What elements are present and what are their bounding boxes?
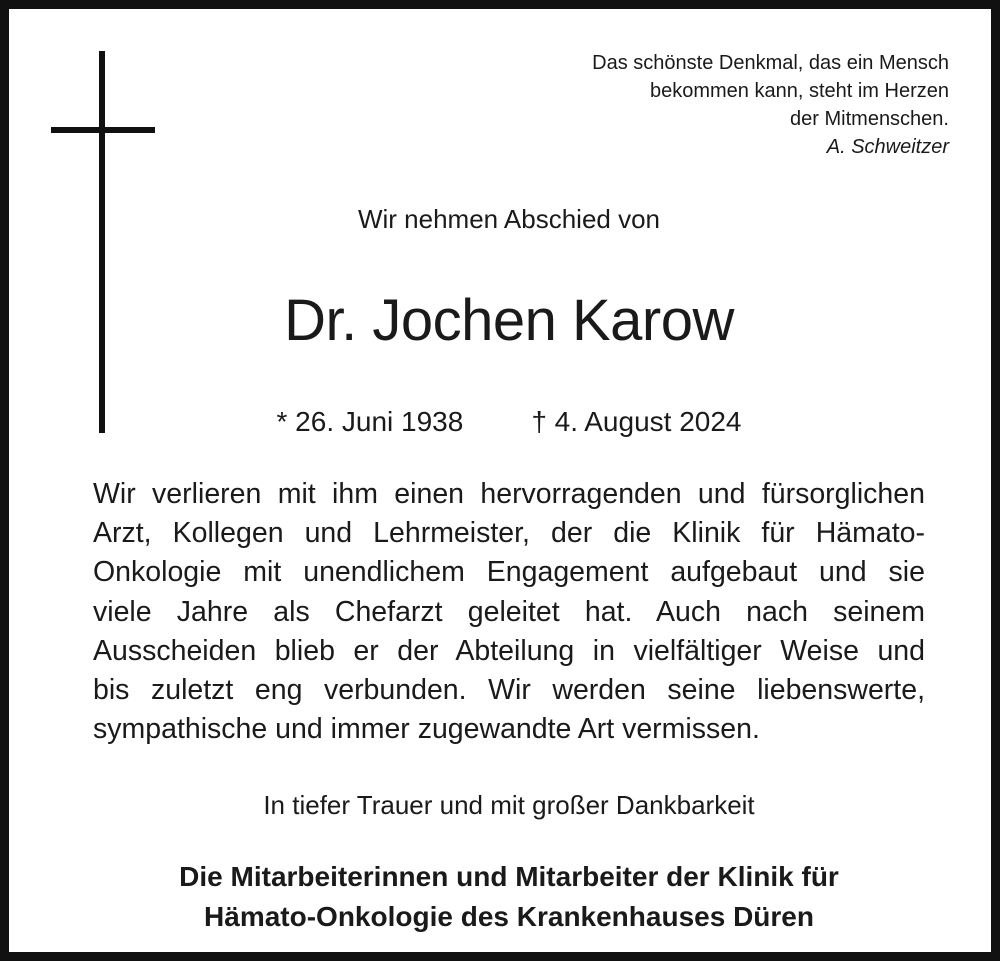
quote-author: A. Schweitzer [826, 136, 949, 158]
tribute-line: Arzt, Kollegen und Lehrmeister, der die Klinik für Hämato- [93, 517, 925, 550]
tribute-line: bis zuletzt eng verbunden. Wir werden seine liebenswerte, [93, 673, 925, 706]
quote-line: Das schönste Denkmal, das ein Mensch [592, 52, 949, 74]
quote-line: bekommen kann, steht im Herzen [649, 80, 949, 102]
tribute-line: Onkologie mit unendlichem Engagement aufgebaut und sie [93, 556, 925, 589]
tribute-line: viele Jahre als Chefarzt geleitet hat. Auch nach seinem [93, 595, 925, 628]
signature-block [9, 857, 1000, 937]
mourning-text: In tiefer Trauer und mit großer Dankbarkeit [263, 790, 755, 820]
deceased-name: Dr. Jochen Karow [284, 288, 734, 353]
tribute-line: Ausscheiden blieb er der Abteilung in vielfältiger Weise und [93, 634, 925, 667]
signature-line: Hämato-Onkologie des Krankenhauses Düren [204, 901, 814, 932]
death-date: † 4. August 2024 [531, 406, 742, 437]
intro-text: Wir nehmen Abschied von [357, 204, 661, 234]
tribute-line: sympathische und immer zugewandte Art vermissen. [93, 713, 760, 746]
tribute-line: Wir verlieren mit ihm einen hervorragenden und fürsorglichen [93, 478, 925, 510]
tribute-text [93, 475, 925, 749]
cross-icon-horizontal-bar [51, 127, 155, 133]
life-dates [9, 403, 1000, 441]
cross-icon-vertical-bar [99, 51, 105, 433]
quote-line: der Mitmenschen. [790, 108, 949, 130]
birth-date: * 26. Juni 1938 [276, 406, 464, 437]
signature-line: Die Mitarbeiterinnen und Mitarbeiter der Klinik für [179, 861, 839, 892]
quote-block [489, 49, 949, 161]
